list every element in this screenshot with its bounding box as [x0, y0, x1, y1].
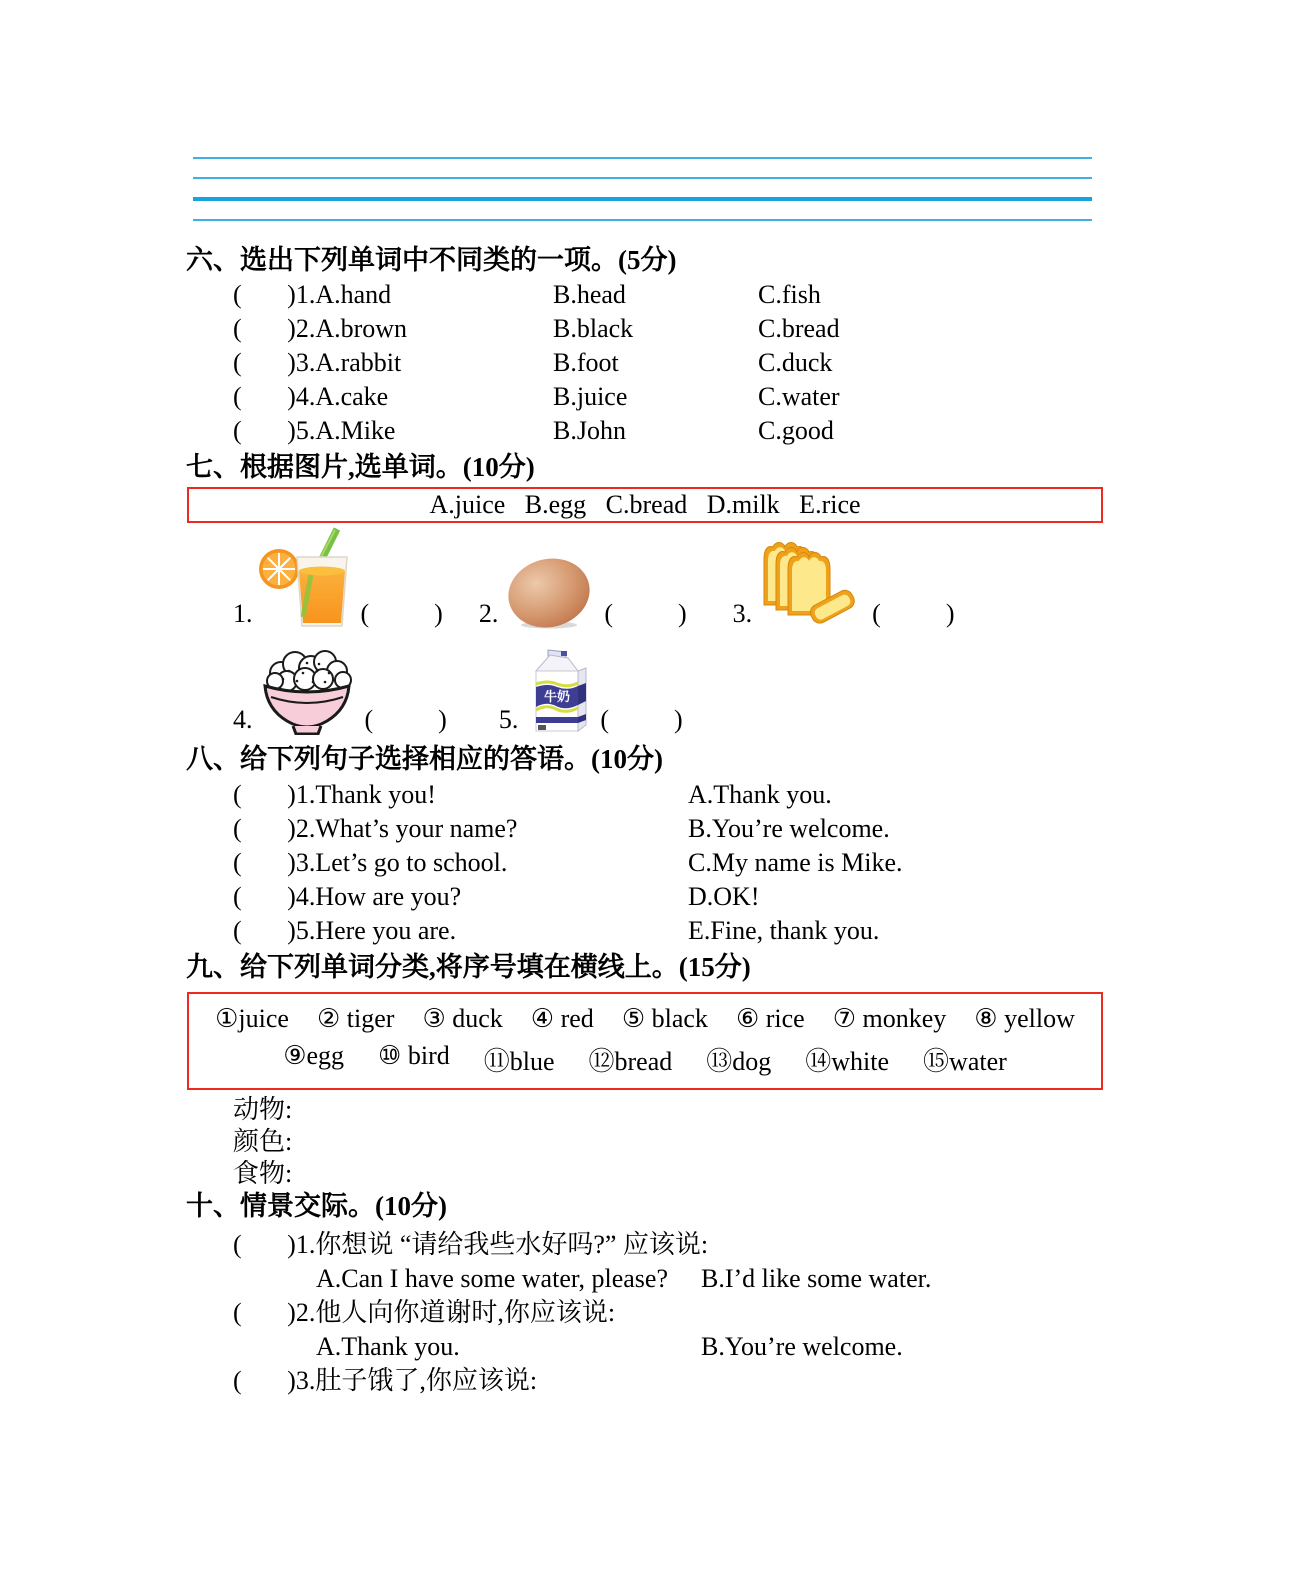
- option-b: B.I’d like some water.: [701, 1264, 932, 1293]
- question-row: [233, 278, 1251, 312]
- match-row: [233, 778, 1251, 812]
- option-c: C.fish: [758, 280, 821, 309]
- question-cell: ( )4.A.cake: [233, 382, 389, 411]
- item-number: 1.: [233, 599, 253, 628]
- question-row: [233, 414, 1251, 448]
- writing-line: [193, 219, 1092, 221]
- option-c: C.duck: [758, 348, 833, 377]
- option-b: B.foot: [553, 348, 619, 377]
- option-b: B.black: [553, 314, 634, 343]
- word-item: ⑤ black: [621, 1004, 708, 1034]
- option-c: C.good: [758, 416, 834, 445]
- answer-paren: ( ): [364, 705, 447, 734]
- option-b: B.John: [553, 416, 626, 445]
- match-row: [233, 812, 1251, 846]
- question-row: ( )1.你想说 “请给我些水好吗?” 应该说:: [233, 1230, 709, 1259]
- question-row: [233, 380, 1251, 414]
- word-bank-box: A.juice B.egg C.bread D.milk E.rice: [187, 487, 1103, 523]
- category-colors: 颜色:: [233, 1127, 293, 1156]
- word-item: ⑭white: [805, 1046, 890, 1076]
- word-item: ② tiger: [316, 1004, 395, 1034]
- answer-paren: ( ): [604, 599, 687, 628]
- word-item: ⑧ yellow: [974, 1004, 1075, 1034]
- rice-bowl-image: [259, 649, 355, 735]
- item-number: 2.: [478, 599, 499, 628]
- match-row: [233, 846, 1251, 880]
- milk-carton-image: [524, 643, 590, 735]
- question-cell: ( )1.Thank you!: [233, 780, 436, 809]
- word-item: ⑥ rice: [735, 1004, 805, 1034]
- question-cell: ( )5.A.Mike: [233, 416, 396, 445]
- answer-cell: D.OK!: [688, 882, 760, 911]
- category-foods: 食物:: [233, 1159, 293, 1188]
- question-cell: ( )1.A.hand: [233, 280, 392, 309]
- word-item: ①juice: [215, 1004, 289, 1034]
- writing-line: [193, 177, 1092, 179]
- word-item: ⑮water: [923, 1046, 1007, 1076]
- section8-items: [233, 778, 1251, 948]
- word-item: ⑩ bird: [378, 1040, 450, 1070]
- option-b: B.juice: [553, 382, 628, 411]
- picture-item-4: [233, 649, 447, 735]
- item-number: 4.: [233, 705, 253, 734]
- section6-items: [233, 278, 1251, 448]
- question-row: ( )3.肚子饿了,你应该说:: [233, 1366, 538, 1395]
- option-b: B.head: [553, 280, 626, 309]
- option-c: C.bread: [758, 314, 840, 343]
- writing-lines: [193, 0, 1092, 221]
- writing-line: [193, 157, 1092, 159]
- answer-paren: ( ): [360, 599, 443, 628]
- picture-item-1: [233, 527, 443, 629]
- word-list-row-2: [283, 1041, 1007, 1078]
- picture-item-5: [499, 643, 683, 735]
- section9-title: 九、给下列单词分类,将序号填在横线上。(15分): [186, 952, 751, 982]
- question-cell: ( )3.A.rabbit: [233, 348, 402, 377]
- question-row: ( )2.他人向你道谢时,你应该说:: [233, 1298, 616, 1327]
- word-item: ⑫bread: [588, 1046, 673, 1076]
- option-a: A.Thank you.: [316, 1332, 460, 1361]
- section8-title: 八、给下列句子选择相应的答语。(10分): [186, 744, 663, 774]
- bread-image: [758, 539, 862, 629]
- writing-line-thick: [193, 197, 1092, 201]
- match-row: [233, 914, 1251, 948]
- section10-items: [233, 1228, 1251, 1398]
- picture-item-2: [479, 553, 687, 629]
- question-cell: ( )3.Let’s go to school.: [233, 848, 508, 877]
- juice-glass-image: [259, 527, 351, 629]
- picture-item-3: [733, 539, 955, 629]
- category-lines: [233, 1094, 1251, 1190]
- word-item: ⑪blue: [483, 1046, 555, 1076]
- answer-cell: C.My name is Mike.: [688, 848, 903, 877]
- picture-row-1: [233, 525, 1251, 629]
- picture-row-2: [233, 643, 1251, 735]
- egg-image: [504, 553, 594, 629]
- word-item: ⑨egg: [283, 1040, 345, 1070]
- option-row: [316, 1330, 1251, 1364]
- answer-cell: B.You’re welcome.: [688, 814, 890, 843]
- word-item: ④ red: [530, 1004, 594, 1034]
- item-number: 3.: [732, 599, 753, 628]
- section6-title: 六、选出下列单词中不同类的一项。(5分): [186, 245, 677, 275]
- word-item: ⑦ monkey: [832, 1004, 947, 1034]
- option-b: B.You’re welcome.: [701, 1332, 903, 1361]
- option-c: C.water: [758, 382, 840, 411]
- word-classify-box: [187, 992, 1103, 1090]
- section7-title: 七、根据图片,选单词。(10分): [186, 452, 535, 482]
- section10-title: 十、情景交际。(10分): [186, 1191, 447, 1221]
- question-row: [233, 312, 1251, 346]
- word-item: ⑬dog: [706, 1046, 772, 1076]
- answer-cell: E.Fine, thank you.: [688, 916, 880, 945]
- category-animals: 动物:: [233, 1095, 293, 1124]
- word-item: ③ duck: [422, 1004, 503, 1034]
- question-cell: ( )2.A.brown: [233, 314, 408, 343]
- answer-paren: ( ): [600, 705, 683, 734]
- answer-cell: A.Thank you.: [688, 780, 832, 809]
- item-number: 5.: [498, 705, 519, 734]
- question-cell: ( )4.How are you?: [233, 882, 462, 911]
- question-cell: ( )2.What’s your name?: [233, 814, 518, 843]
- answer-paren: ( ): [872, 599, 955, 628]
- milk-carton-label: 牛奶: [544, 689, 571, 704]
- match-row: [233, 880, 1251, 914]
- option-a: A.Can I have some water, please?: [316, 1264, 668, 1293]
- question-row: [233, 346, 1251, 380]
- question-cell: ( )5.Here you are.: [233, 916, 457, 945]
- option-row: [316, 1262, 1251, 1296]
- word-list-row-1: [215, 1004, 1075, 1034]
